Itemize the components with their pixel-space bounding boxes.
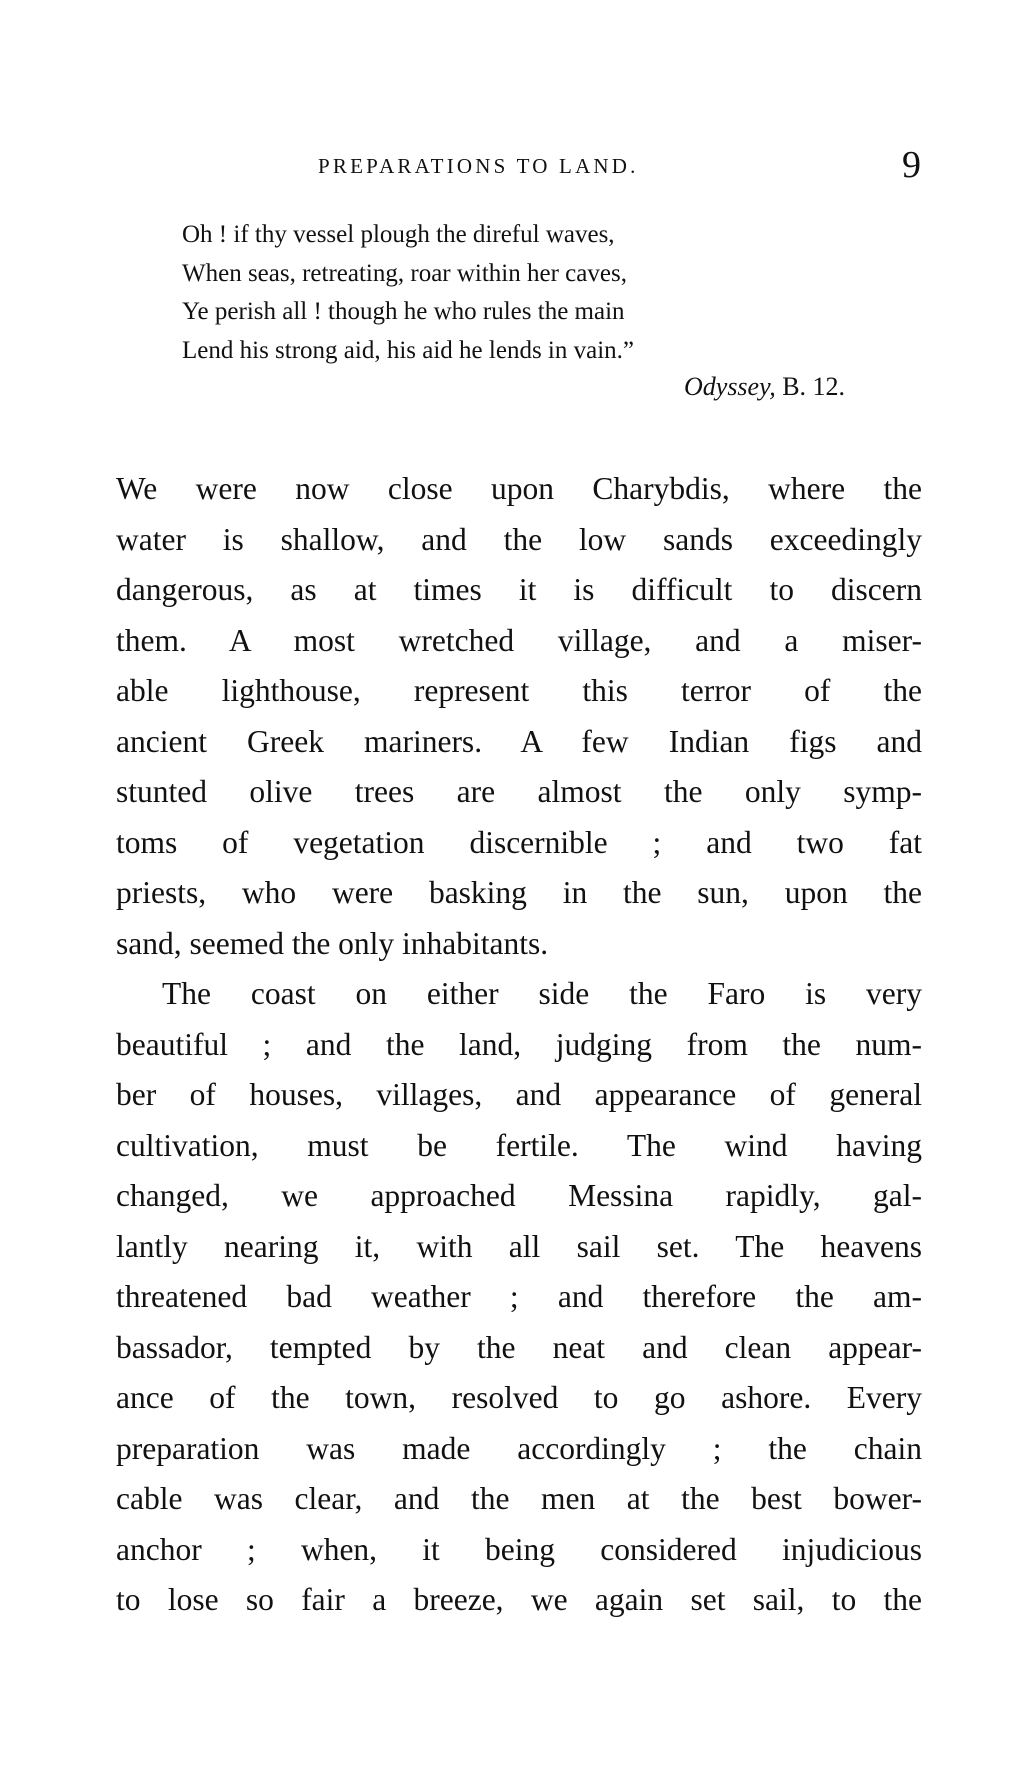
paragraph bbox=[116, 969, 922, 1626]
text-line: changed, we approached Messina rapidly, gal- bbox=[116, 1178, 922, 1213]
text-line: The coast on either side the Faro is very bbox=[162, 976, 922, 1011]
text-line: lantly nearing it, with all sail set. The heavens bbox=[116, 1228, 922, 1264]
text-line: We were now close upon Charybdis, where the bbox=[116, 471, 922, 506]
paragraph bbox=[116, 464, 922, 969]
running-title: PREPARATIONS TO LAND. bbox=[318, 154, 639, 178]
text-line: to lose so fair a breeze, we again set sail, to the bbox=[116, 1582, 922, 1617]
text-line: ance of the town, resolved to go ashore. Every bbox=[116, 1380, 922, 1415]
text-line: priests, who were basking in the sun, upon the bbox=[116, 875, 922, 910]
text-line: stunted olive trees are almost the only symp- bbox=[116, 774, 922, 809]
body-text bbox=[116, 464, 922, 1626]
epigraph-citation bbox=[684, 367, 845, 407]
running-header bbox=[0, 143, 1025, 187]
verse-line: Lend his strong aid, his aid he lends in vain.” bbox=[182, 336, 635, 364]
text-line: ber of houses, villages, and appearance of general bbox=[116, 1077, 922, 1112]
text-line: threatened bad weather ; and therefore the am- bbox=[116, 1279, 922, 1314]
citation-reference: B. 12. bbox=[782, 372, 846, 401]
epigraph-verse bbox=[182, 216, 792, 370]
citation-title: Odyssey, bbox=[684, 372, 776, 401]
text-line: cable was clear, and the men at the best bower- bbox=[116, 1481, 922, 1516]
text-line: ancient Greek mariners. A few Indian figs and bbox=[116, 723, 922, 759]
text-line: cultivation, must be fertile. The wind having bbox=[116, 1127, 922, 1163]
text-line: anchor ; when, it being considered injudicious bbox=[116, 1531, 922, 1567]
verse-line: When seas, retreating, roar within her caves, bbox=[182, 259, 627, 287]
text-line: able lighthouse, represent this terror of the bbox=[116, 673, 922, 708]
text-line: water is shallow, and the low sands exceedingly bbox=[116, 521, 922, 557]
verse-line: Oh ! if thy vessel plough the direful waves, bbox=[182, 221, 615, 248]
text-line: toms of vegetation discernible ; and two fat bbox=[116, 824, 922, 860]
text-line: dangerous, as at times it is difficult to discern bbox=[116, 572, 922, 607]
text-line: beautiful ; and the land, judging from the num- bbox=[116, 1026, 922, 1062]
verse-line: Ye perish all ! though he who rules the main bbox=[182, 298, 625, 325]
text-line: preparation was made accordingly ; the chain bbox=[116, 1430, 922, 1466]
text-line: bassador, tempted by the neat and clean appear- bbox=[116, 1329, 922, 1365]
text-line: sand, seemed the only inhabitants. bbox=[116, 925, 549, 961]
page-number: 9 bbox=[902, 144, 921, 186]
text-line: them. A most wretched village, and a miser- bbox=[116, 622, 922, 658]
